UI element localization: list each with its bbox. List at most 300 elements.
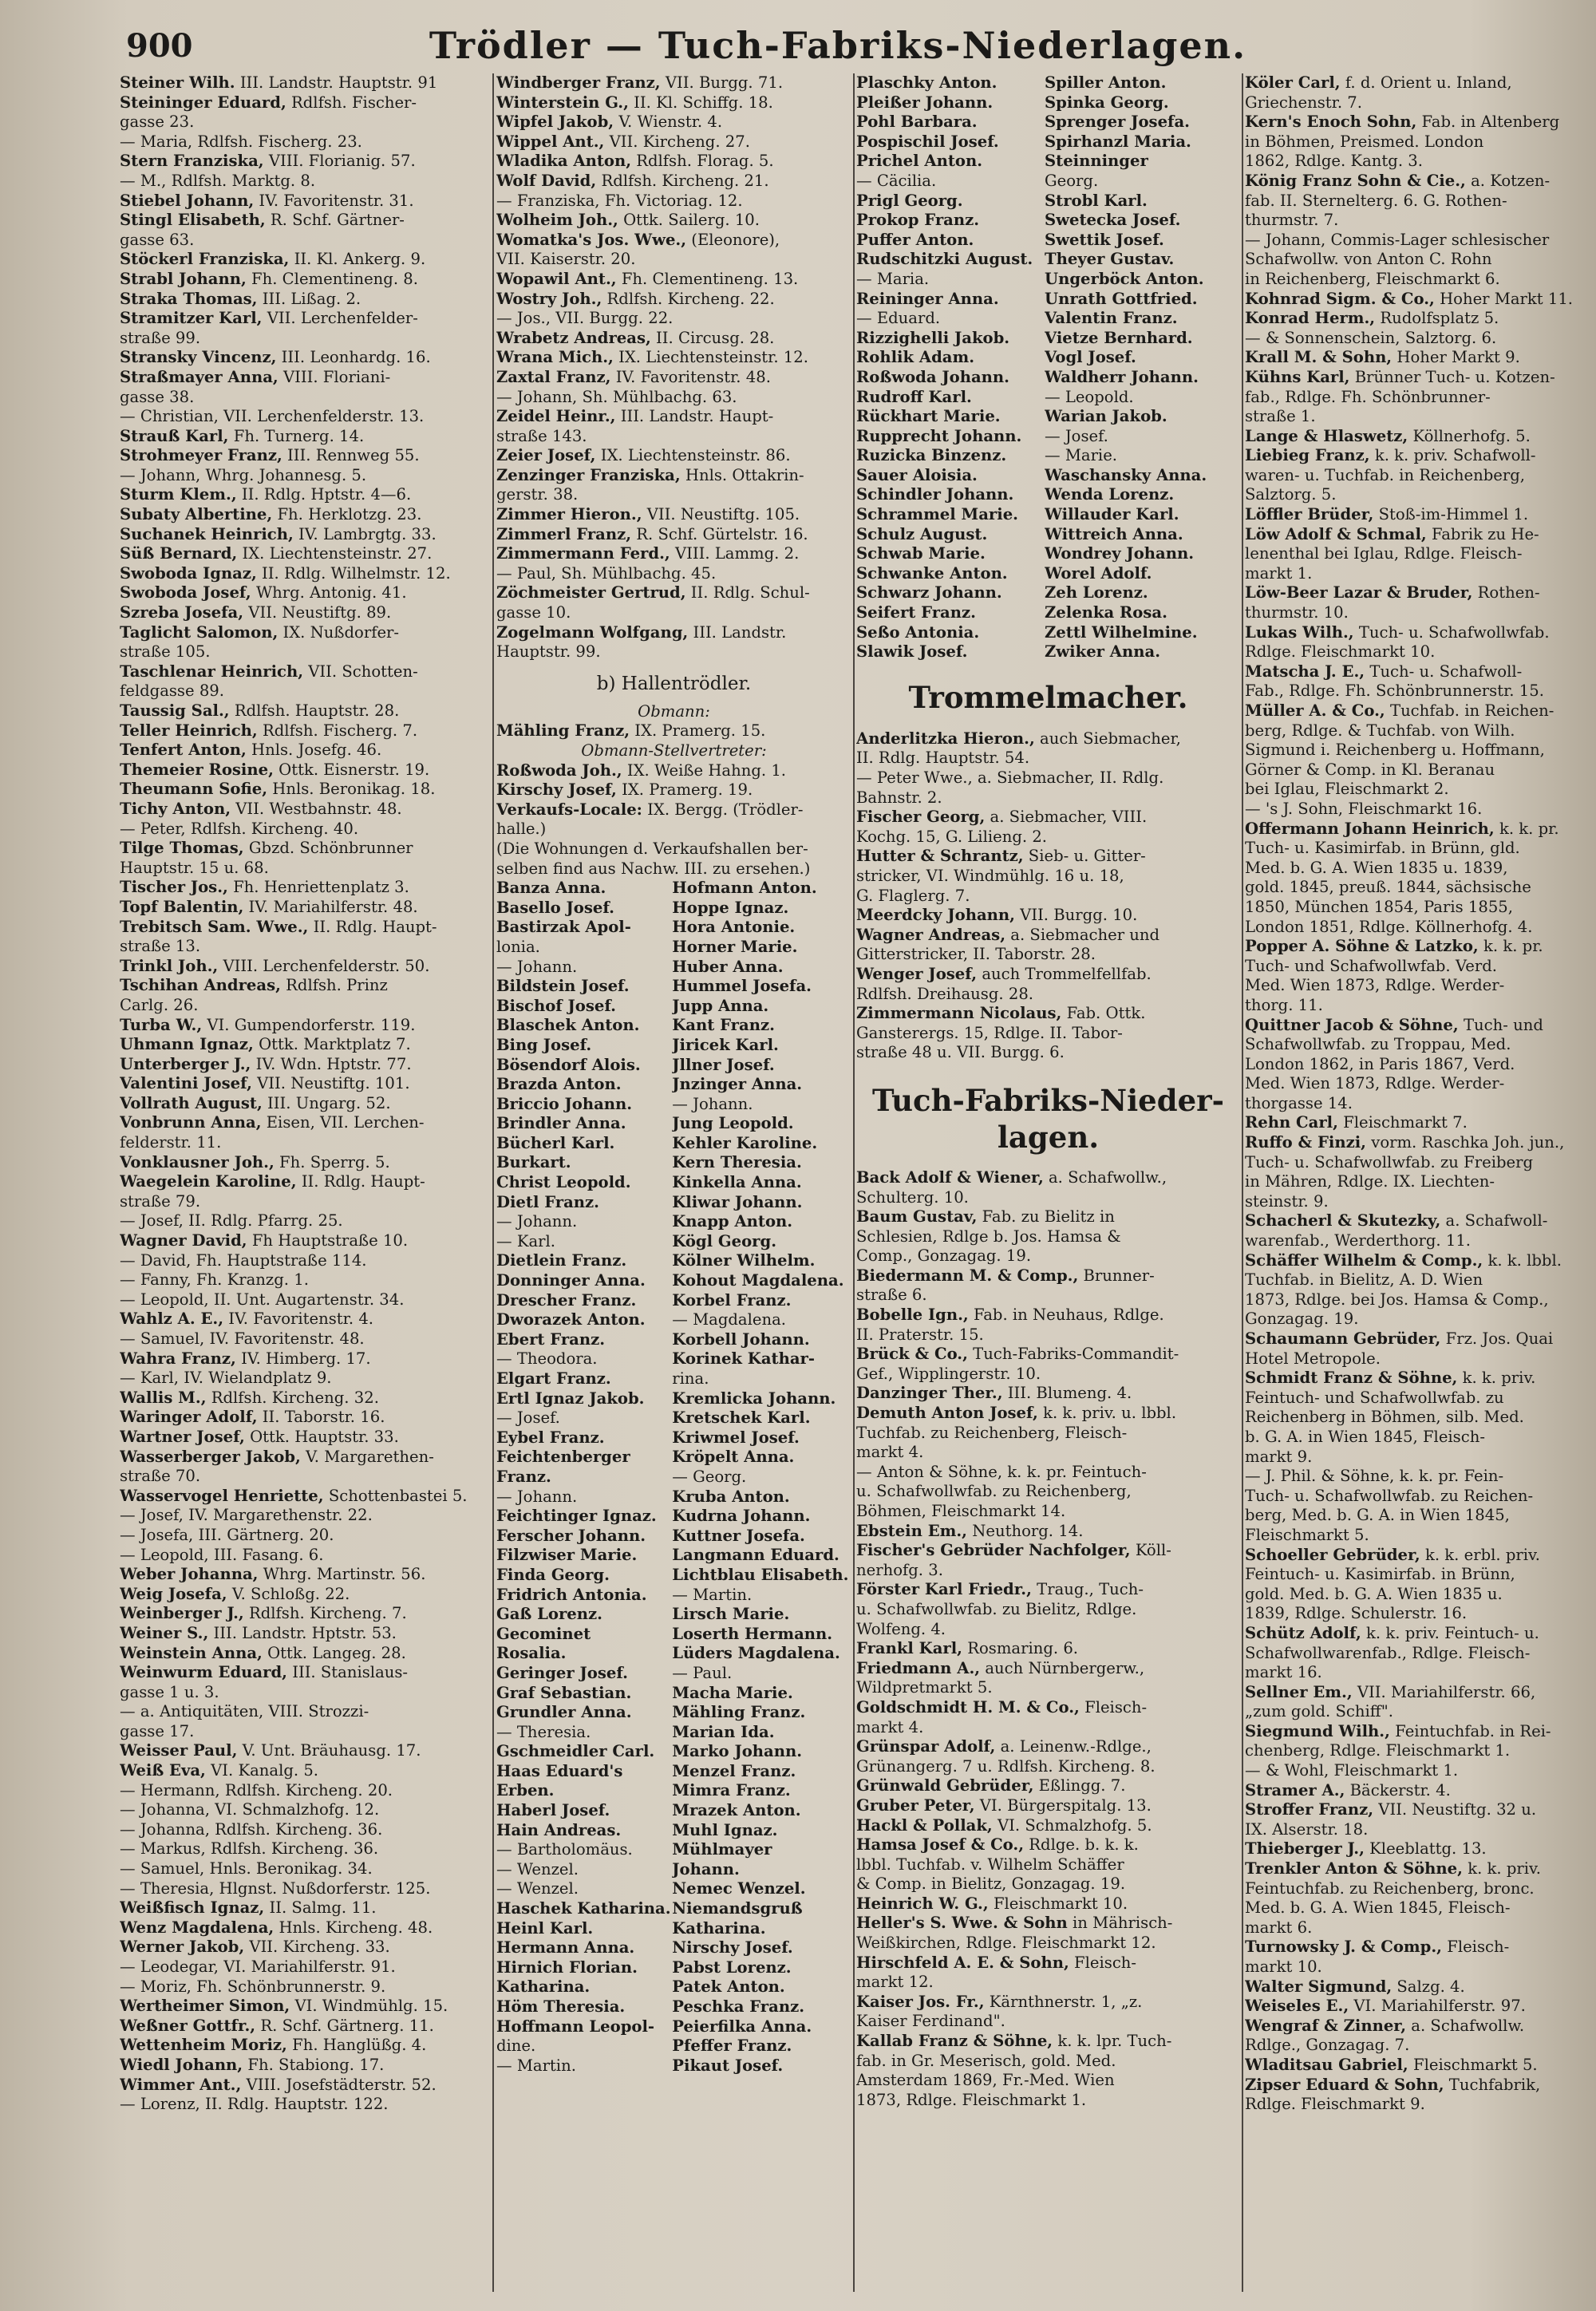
directory-entry [120,485,488,505]
hallen-name: Theyer Gustav. [1045,250,1175,269]
entry-text: Feintuchfab. in Rei- [1389,1721,1551,1740]
entry-name: Biedermann M. & Comp., [856,1266,1079,1285]
hallen-name: Worel Adolf. [1045,563,1152,583]
directory-entry [1245,564,1593,584]
directory-entry [1245,741,1593,760]
entry-text: — Josef, IV. Margarethenstr. 22. [120,1506,373,1525]
entry-text: Fleisch- [1069,1953,1137,1972]
hallen-name: Filzwiser Marie. [496,1546,638,1565]
entry-text: II. Praterstr. 15. [856,1325,984,1344]
directory-entry [120,1389,488,1408]
entry-text: Rdlge., Gonzagag. 7. [1245,2036,1410,2055]
entry-name: Wagner David, [120,1231,247,1250]
hallen-name: rina. [672,1369,709,1388]
hallen-name: Drescher Franz. [496,1290,637,1310]
hallen-name: Hermann Anna. [496,1938,635,1957]
directory-entry [856,1737,1240,1757]
directory-entry [856,270,1045,290]
hallen-name: Ferscher Johann. [496,1526,646,1545]
directory-entry [856,2032,1240,2052]
hallen-name: Feichtinger Ignaz. [496,1507,657,1526]
entry-name: Rudroff Karl. [856,387,972,406]
directory-entry [1245,1898,1593,1918]
directory-entry [120,623,488,643]
directory-entry [1245,839,1593,859]
directory-entry [1245,642,1593,662]
entry-name: Stiebel Johann, [120,191,255,210]
name-row [496,1330,851,1350]
hallen-name: Kriwmel Josef. [672,1428,800,1447]
directory-entry [1245,544,1593,564]
entry-text: straße 99. [120,328,201,347]
hallen-name: Gecominet [496,1624,591,1643]
hallen-name: — Johann. [496,1487,578,1506]
directory-entry [1245,1604,1593,1624]
directory-entry [856,1973,1240,1993]
directory-entry [120,1428,488,1448]
entry-name: Köler Carl, [1245,73,1341,92]
entry-name: Weiß Eva, [120,1761,206,1780]
entry-text: Köll- [1130,1541,1171,1560]
name-row [496,1899,851,1919]
hallen-name: Haberl Josef. [496,1801,610,1820]
entry-text: Hauptstr. 15 u. 68. [120,858,269,877]
directory-entry [120,1113,488,1133]
hallen-name: — Johann. [496,957,578,976]
entry-name: Wrabetz Andreas, [496,328,651,347]
directory-entry [1245,1016,1593,1036]
hallen-name: Grundler Anna. [496,1703,632,1722]
entry-text: — & Sonnenschein, Salztorg. 6. [1245,328,1497,347]
entry-name: Roßwoda Johann. [856,367,1009,386]
entry-text: thorg. 11. [1245,995,1323,1014]
entry-text: fab., Rdlge. Fh. Schönbrunner- [1245,387,1491,406]
directory-entry [120,564,488,584]
directory-entry [1245,918,1593,938]
entry-name: Pospischil Josef. [856,132,999,151]
directory-entry [856,309,1045,329]
directory-entry [856,1365,1240,1385]
directory-entry [1245,1644,1593,1664]
directory-entry [856,113,1045,132]
directory-entry [856,427,1045,447]
entry-text: vorm. Raschka Joh. jun., [1366,1133,1565,1152]
hallen-name: Mimra Franz. [672,1781,791,1800]
directory-entry [120,760,488,780]
directory-entry [1245,603,1593,623]
hallen-name: Hain Andreas. [496,1820,622,1839]
entry-text: — Eduard. [856,309,941,328]
directory-entry [120,878,488,898]
entry-text: felderstr. 11. [120,1133,222,1152]
entry-text: Ottk. Eisnerstr. 19. [273,760,430,779]
hallen-name: — Josef. [1045,426,1108,445]
entry-text: VIII. Josefstädterstr. 52. [241,2075,437,2094]
entry-name: Müller A. & Co., [1245,701,1385,720]
directory-entry [856,965,1240,985]
entry-text: bei Iglau, Fleischmarkt 2. [1245,780,1449,799]
name-row [496,1075,851,1095]
name-row [496,977,851,997]
directory-entry [496,329,851,349]
directory-entry [496,485,851,505]
directory-entry [856,1874,1240,1894]
directory-entry [120,1565,488,1585]
entry-text: k. k. erbl. priv. [1420,1545,1540,1564]
hallen-name: Marian Ida. [672,1722,775,1741]
entry-name: Puffer Anton. [856,230,974,249]
name-row [496,918,851,938]
entry-name: Anderlitzka Hieron., [856,729,1035,748]
entry-text: — Theresia, Hlgnst. Nußdorferstr. 125. [120,1878,431,1898]
name-row [496,1644,851,1664]
entry-text: IX. Pramerg. 19. [616,780,753,800]
entry-text: Kochg. 15, G. Lilieng. 2. [856,827,1048,846]
directory-entry [1245,800,1593,820]
entry-text: Tuchfab. in Reichen- [1385,701,1555,720]
name-columns [856,73,1240,662]
hallen-name: Huber Anna. [672,957,784,976]
directory-entry [856,1227,1240,1247]
entry-name: Goldschmidt H. M. & Co., [856,1697,1080,1716]
entry-name: Grünspar Adolf, [856,1737,996,1756]
entry-text: G. Flaglerg. 7. [856,886,970,905]
directory-entry [856,485,1045,505]
entry-text: markt 16. [1245,1663,1322,1682]
entry-text: Rdlfsh. Fischer- [286,93,417,112]
directory-entry [1245,1918,1593,1938]
entry-text: thorgasse 14. [1245,1093,1353,1112]
entry-text: III. Blumeng. 4. [1002,1384,1132,1403]
directory-entry [1245,820,1593,839]
entry-text: VII. Westbahnstr. 48. [231,799,402,818]
name-row [496,1840,851,1860]
directory-entry [856,73,1045,93]
directory-entry [496,623,851,643]
stellvertreter-label: Obmann-Stellvertreter: [581,741,767,760]
name-row [496,1703,851,1723]
entry-text: — Leopold, II. Unt. Augartenstr. 34. [120,1290,405,1309]
hallen-name: Jung Leopold. [672,1114,794,1133]
entry-text: Tuch- und [1458,1015,1543,1034]
name-row [496,1919,851,1939]
entry-text: III. Lißag. 2. [257,289,361,308]
entry-text: waren- u. Tuchfab. in Reichenberg, [1245,465,1525,484]
entry-text: k. k. lpr. Tuch- [1053,2032,1172,2051]
entry-text: Fh. Herklotzg. 23. [272,505,422,524]
directory-entry [1245,152,1593,172]
directory-entry [1245,2095,1593,2115]
hallen-name: Dietlein Franz. [496,1251,627,1270]
section-heading-trommelmacher: Trommelmacher. [908,679,1188,715]
directory-entry [1245,93,1593,113]
entry-text: II. Salmg. 11. [264,1898,377,1918]
entry-text: Schulterg. 10. [856,1187,969,1207]
directory-entry [856,1561,1240,1581]
directory-entry [120,1761,488,1781]
hallen-name: Waldherr Johann. [1045,367,1199,386]
entry-text: — Samuel, Hnls. Beronikag. 34. [120,1859,373,1878]
entry-text: Tuch-Fabriks-Commandit- [967,1345,1179,1364]
directory-entry [1245,309,1593,329]
hallen-name: Unrath Gottfried. [1045,289,1198,308]
entry-name: Offermann Johann Heinrich, [1245,819,1495,838]
name-row [496,1114,851,1134]
entry-text: — Samuel, IV. Favoritenstr. 48. [120,1329,365,1348]
entry-name: Stramer A., [1245,1780,1345,1799]
directory-entry [856,132,1045,152]
entry-text: IV. Favoritenstr. 48. [610,367,771,386]
hallen-name: Muhl Ignaz. [672,1820,778,1839]
column-rule [492,73,494,2292]
directory-entry [1245,780,1593,800]
entry-text: (Eleonore), [686,230,780,249]
directory-entry [120,1408,488,1428]
name-row [496,1977,851,1997]
entry-name: Demuth Anton Josef, [856,1404,1038,1423]
directory-entry [856,1306,1240,1325]
directory-entry [120,388,488,408]
directory-entry [120,1172,488,1192]
entry-text: Med. Wien 1873, Rdlge. Werder- [1245,976,1505,995]
entry-text: Rdlfsh. Hauptstr. 28. [229,701,400,720]
directory-entry [496,309,851,329]
entry-text: VII. Kircheng. 33. [244,1938,390,1957]
entry-text: VII. Kircheng. 27. [604,132,750,151]
directory-entry [856,1718,1240,1738]
directory-entry [1245,250,1593,270]
entry-text: gasse 63. [120,230,195,249]
directory-entry [1245,1546,1593,1566]
directory-entry [1245,1957,1593,1977]
hallen-name: Höm Theresia. [496,1997,626,2016]
hallen-name: — Leopold. [1045,387,1134,406]
entry-name: Roßwoda Joh., [496,760,622,780]
directory-entry [856,2052,1240,2072]
hallen-name: Willauder Karl. [1045,505,1179,524]
directory-entry [120,93,488,113]
entry-text: Ottk. Langeg. 28. [262,1643,406,1662]
entry-name: Kohnrad Sigm. & Co., [1245,289,1435,308]
directory-entry [856,1620,1240,1640]
directory-entry [120,525,488,545]
hallen-name: Jllner Josef. [672,1055,775,1074]
entry-text: Sigmund i. Reichenberg u. Hoffmann, [1245,741,1545,760]
hallen-name: Bösendorf Alois. [496,1055,641,1074]
entry-text: V. Margarethen- [300,1447,434,1466]
entry-text: straße 143. [496,426,587,445]
directory-entry [856,250,1045,270]
entry-text: V. Schloßg. 22. [227,1584,350,1603]
directory-entry [120,1448,488,1468]
directory-entry [120,544,488,564]
entry-name: Zöchmeister Gertrud, [496,583,686,602]
obmann-entry [496,721,851,741]
hallen-name: Menzel Franz. [672,1761,796,1780]
entry-text: straße 105. [120,642,211,662]
entry-text: Feintuch- und Schafwollwfab. zu [1245,1388,1504,1407]
entry-text: Fleischmarkt 5. [1245,1525,1369,1544]
directory-entry [856,1024,1240,1044]
hallen-name: Briccio Johann. [496,1094,633,1113]
name-row [496,1487,851,1507]
directory-entry [1245,623,1593,643]
entry-text: IX. Nußdorfer- [278,622,400,642]
entry-name: Reininger Anna. [856,289,999,308]
directory-entry [120,309,488,329]
hallen-name: Brindler Anna. [496,1114,626,1133]
hallen-name: Sprenger Josefa. [1045,113,1190,132]
directory-entry [1245,721,1593,741]
entry-name: Waegelein Karoline, [120,1172,297,1191]
entry-text: Böhmen, Fleischmarkt 14. [856,1502,1066,1520]
directory-entry [856,525,1045,545]
entry-name: Weber Johanna, [120,1565,259,1584]
entry-text: Med. Wien 1873, Rdlge. Werder- [1245,1074,1505,1093]
entry-text: Schottenbastei 5. [323,1486,468,1505]
directory-entry [1245,1800,1593,1820]
entry-text: — Hermann, Rdlfsh. Kircheng. 20. [120,1780,393,1799]
hallen-name: Korbel Franz. [672,1290,792,1310]
hallen-name: — Theodora. [496,1349,598,1369]
hallen-name: Knapp Anton. [672,1212,793,1231]
entry-name: Wiedl Johann, [120,2055,243,2074]
entry-name: Wimmer Ant., [120,2075,242,2094]
directory-entry [1245,1467,1593,1487]
directory-entry [1245,1113,1593,1133]
directory-entry [496,780,851,800]
hallen-name: Jupp Anna. [672,996,769,1015]
hallen-name: — Theresia. [496,1722,591,1741]
directory-entry [120,1369,488,1389]
hallen-name: Wondrey Johann. [1045,544,1195,563]
entry-text: 1873, Rdlge. Fleischmarkt 1. [856,2090,1087,2109]
hallen-name: Niemandsgruß [672,1899,803,1918]
hallen-name: Mühlmayer [672,1840,772,1859]
directory-entry [856,828,1240,847]
entry-text: fab. II. Sternelterg. 6. G. Rothen- [1245,191,1507,210]
directory-entry [1245,446,1593,466]
hallen-name: Zettl Wilhelmine. [1045,622,1198,642]
entry-text: — Johann, Commis-Lager schlesischer [1245,230,1550,249]
directory-entry [856,1678,1240,1698]
hallen-name: Johann. [672,1859,740,1878]
entry-text: gold. Med. b. G. A. Wien 1835 u. [1245,1584,1503,1603]
entry-name: Zogelmann Wolfgang, [496,622,689,642]
entry-name: Strauß Karl, [120,426,229,445]
directory-entry [120,780,488,800]
directory-entry [1245,1506,1593,1526]
name-row [496,1369,851,1389]
entry-text: Wolfeng. 4. [856,1619,946,1638]
entry-name: Wopawil Ant., [496,269,617,288]
directory-entry [120,1820,488,1840]
directory-entry [1245,662,1593,682]
directory-entry [856,329,1045,349]
directory-entry [856,1345,1240,1365]
entry-name: Kern's Enoch Sohn, [1245,113,1417,132]
entry-name: Wipfel Jakob, [496,113,614,132]
entry-text: Traug., Tuch- [1031,1580,1144,1599]
directory-entry [120,937,488,957]
directory-entry [1245,1251,1593,1271]
directory-entry [1245,878,1593,898]
directory-entry [120,957,488,977]
directory-entry [120,1074,488,1094]
directory-entry [856,1580,1240,1600]
entry-name: Thieberger J., [1245,1839,1365,1859]
entry-name: Turnowsky J. & Comp., [1245,1938,1442,1957]
entry-name: Pleißer Johann. [856,93,994,112]
hallen-name: Marko Johann. [672,1742,803,1761]
hallen-name: — Paul. [672,1663,733,1682]
hallen-name: Haas Eduard's [496,1761,623,1780]
entry-text: Weißkirchen, Rdlge. Fleischmarkt 12. [856,1934,1156,1953]
directory-entry [120,290,488,310]
hallen-name: Banza Anna. [496,879,606,898]
entry-name: Schmidt Franz & Söhne, [1245,1369,1458,1388]
entry-text: Wildpretmarkt 5. [856,1678,993,1697]
entry-text: VII. Kaiserstr. 20. [496,250,636,269]
entry-text: Rdlfsh. Fischerg. 7. [257,721,418,740]
hallen-name: Gaß Lorenz. [496,1605,602,1624]
directory-entry [120,1722,488,1742]
entry-text: k. k. priv. Schafwoll- [1369,446,1536,465]
name-row [496,1468,851,1487]
entry-text: VI. Windmühlg. 15. [290,1997,448,2016]
entry-text: Eßlingg. 7. [1033,1776,1126,1795]
entry-text: VI. Kanalg. 5. [205,1761,319,1780]
hallen-name: Bildstein Josef. [496,977,630,996]
entry-text: VI. Mariahilferstr. 97. [1349,1997,1526,2016]
entry-text: (Die Wohnungen d. Verkaufshallen ber- [496,839,808,858]
entry-text: — Fanny, Fh. Kranzg. 1. [120,1270,309,1290]
directory-entry [120,1624,488,1644]
entry-text: Comp., Gonzagag. 19. [856,1246,1032,1266]
hallen-name: Pabst Lorenz. [672,1957,792,1977]
directory-entry [856,446,1045,466]
entry-text: & Comp. in Bielitz, Gonzagag. 19. [856,1874,1126,1894]
entry-text: Gef., Wipplingerstr. 10. [856,1364,1041,1383]
entry-text: Fab. zu Bielitz in [977,1207,1115,1227]
directory-entry [1245,525,1593,545]
directory-entry [120,1957,488,1977]
entry-text: VII. Burgg. 10. [1014,906,1138,925]
entry-text: Griechenstr. 7. [1245,93,1362,112]
directory-entry [120,662,488,682]
entry-name: Weig Josefa, [120,1584,227,1603]
directory-entry [856,1246,1240,1266]
directory-entry [120,1839,488,1859]
name-row [496,1860,851,1880]
directory-entry [856,1482,1240,1502]
entry-text: Med. b. G. A. Wien 1835 u. 1839, [1245,858,1508,877]
entry-text: Fh. Clementineng. 8. [246,269,418,288]
hallen-name: Georg. [1045,171,1099,190]
directory-entry [496,231,851,251]
entry-text: IV. Mariahilferstr. 48. [243,897,418,916]
entry-list [856,73,1045,662]
directory-entry [856,1266,1240,1286]
entry-text: III. Stanislaus- [286,1663,409,1682]
entry-text: Rothen- [1472,583,1540,602]
directory-entry [120,152,488,172]
entry-name: Wrana Mich., [496,348,614,367]
entry-name: Quittner Jacob & Söhne, [1245,1015,1459,1034]
entry-name: Schoeller Gebrüder, [1245,1545,1420,1564]
entry-text: Kaiser Ferdinand". [856,2012,1005,2031]
entry-text: IV. Wdn. Hptstr. 77. [251,1054,412,1073]
